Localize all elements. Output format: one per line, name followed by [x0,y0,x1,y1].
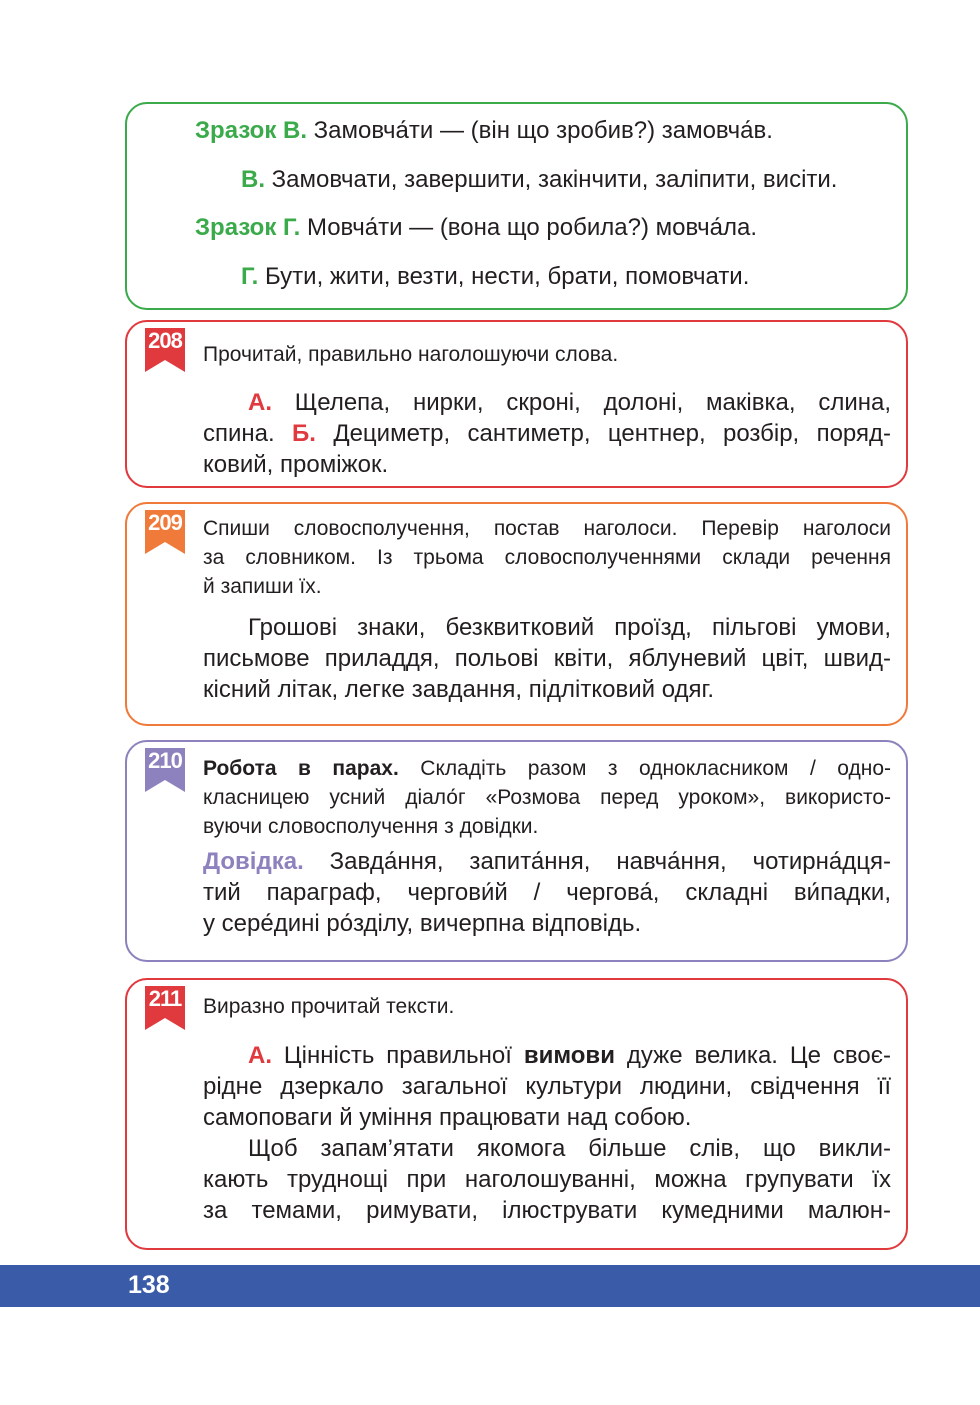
exercise-number-badge: 210 [145,748,185,792]
reference-block: Довідка. Завда́ння, запита́ння, навча́ння, чотирна́дця- тий параграф, чергови́й / чергова́, складні ви́падки, у сере́дині ро́зділу, вичерпна відповідь. [203,848,891,937]
exercise-body: Грошові знаки, безквитковий проїзд, пільгові умови, письмове приладдя, польові квіти, яблуневий цвіт, швид- кісний літак, легке завдання, підлітковий одяг. [203,614,891,703]
page-number: 138 [128,1271,170,1299]
sample-line-g-task: Г. Бути, жити, везти, нести, брати, помовчати. [241,263,750,290]
page-footer [0,1265,980,1307]
exercise-number-badge: 211 [145,986,185,1030]
exercise-body: А. Щелепа, нирки, скроні, долоні, маківка, слина, спина. Б. Дециметр, сантиметр, центнер, розбір, поряд- ковий, проміжок. [203,389,891,478]
sample-line-v-task: В. Замовчати, завершити, закінчити, заліпити, висіти. [241,166,838,193]
sample-box [125,102,908,310]
exercise-number-badge: 209 [145,510,185,554]
sample-line-v-example: Зразок В. Замовча́ти — (він що зробив?) замовча́в. [195,117,773,144]
task-text: Робота в парах. Складіть разом з однокласником / одно- класницею усний діало́г «Розмова перед уроком», використо- вуючи словосполучення з довідки. [203,757,891,838]
task-text: Прочитай, правильно наголошуючи слова. [203,343,619,366]
exercise-208 [125,320,908,488]
sample-line-g-example: Зразок Г. Мовча́ти — (вона що робила?) мовча́ла. [195,214,757,241]
exercise-211 [125,978,908,1250]
exercise-number-badge: 208 [145,328,185,372]
exercise-210 [125,740,908,962]
task-text: Виразно прочитай тексти. [203,995,455,1018]
exercise-body: А. Цінність правильної вимови дуже велика. Це своє- рідне дзеркало загальної культури людини, свідчення її самоповаги й уміння працювати над собою. Щоб запам’ятати якомога більше слів, що викли- кають труднощі при наголошуванні, можна групувати їх за темами, римувати, ілюструвати кумедними малюн- [203,1042,891,1224]
task-text: Спиши словосполучення, постав наголоси. Перевір наголоси за словником. Із трьома словосполученнями склади речення й запиши їх. [203,517,891,598]
exercise-209 [125,502,908,726]
